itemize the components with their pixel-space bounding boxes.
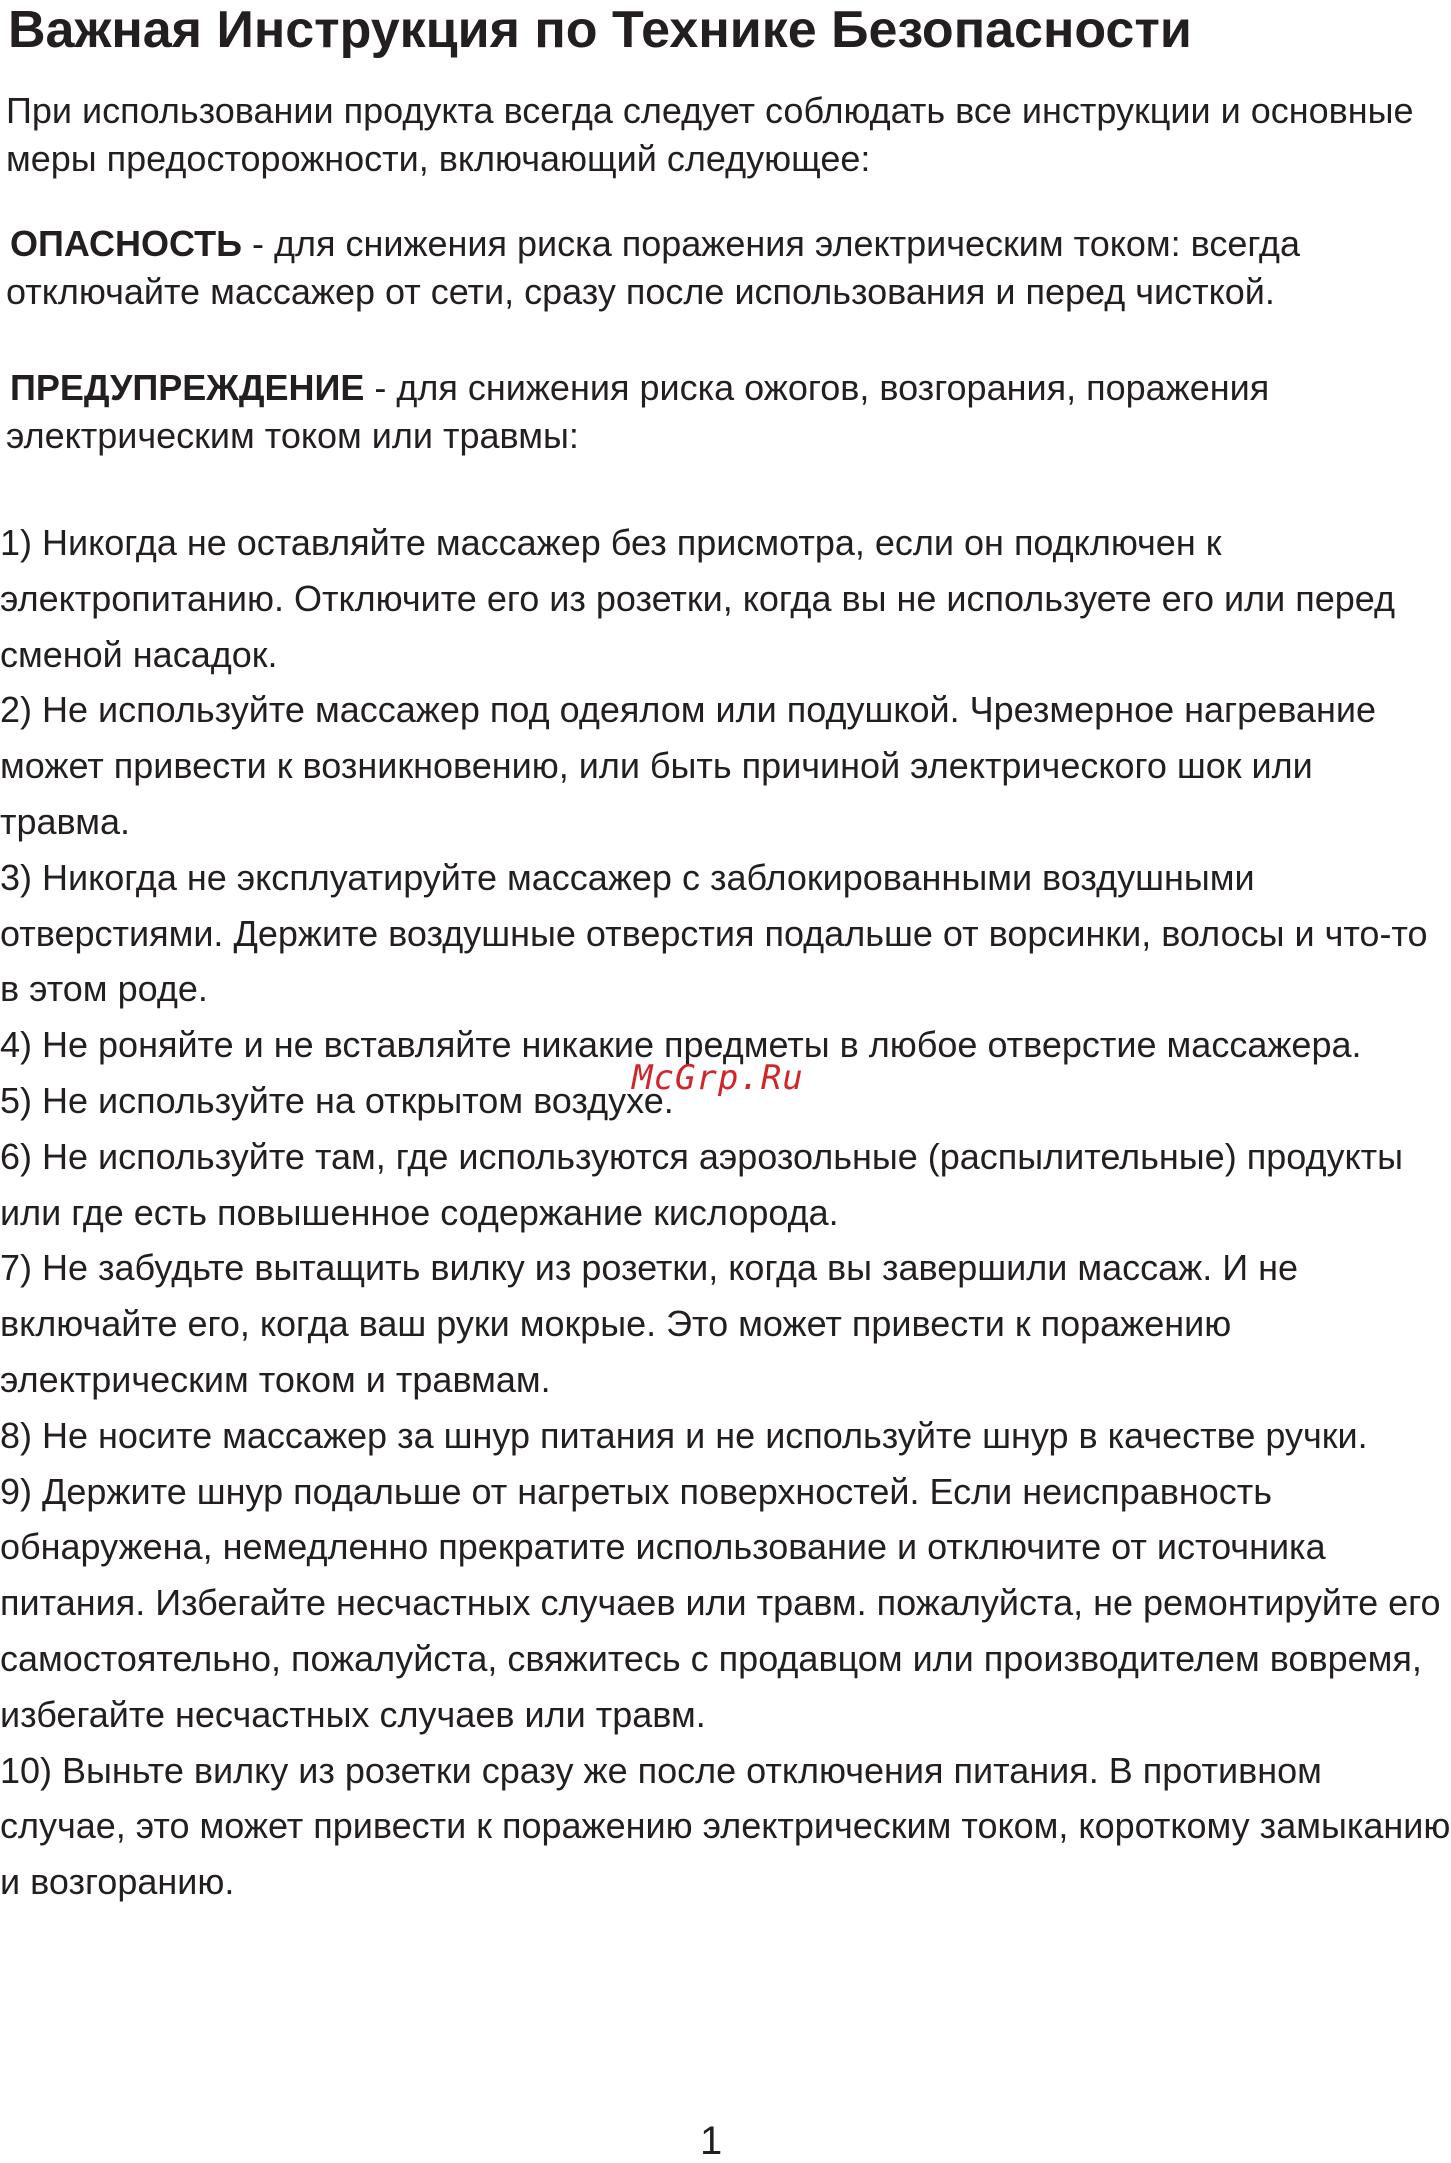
warning-text: - для снижения риска ожогов, возгорания, поражения электрическим током или травмы: [6,367,1270,456]
page-title: Важная Инструкция по Технике Безопасности [8,1,1192,59]
intro-paragraph: При использовании продукта всегда следует соблюдать все инструкции и основные меры предосторожности, включающий следующее: [6,90,1414,179]
safety-rule-1: 1) Никогда не оставляйте массажер без присмотра, если он подключен к электропитанию. Отключите его из розетки, когда вы не используете его или перед сменой насадок. [0,522,1395,675]
safety-rule-7: 7) Не забудьте вытащить вилку из розетки, когда вы завершили массаж. И не включайте его, когда ваш руки мокрые. Это может привести к поражению электрическим током и травмам. [0,1247,1299,1400]
safety-rule-10: 10) Выньте вилку из розетки сразу же после отключения питания. В противном случае, это может привести к поражению электрическим током, короткому замыканию и возгоранию. [0,1749,1451,1903]
page-number: 1 [700,2119,723,2163]
safety-rule-6: 6) Не используйте там, где используются аэрозольные (распылительные) продукты или где есть повышенное содержание кислорода. [0,1135,1403,1233]
safety-rule-5: 5) Не используйте на открытом воздухе. [0,1079,674,1121]
safety-rules-list [0,515,1451,1910]
safety-rule-3: 3) Никогда не эксплуатируйте массажер с заблокированными воздушными отверстиями. Держите воздушные отверстия подальше от ворсинки, волосы и что-то в этом роде. [0,856,1428,1010]
warning-notice [6,364,1441,460]
safety-rule-2: 2) Не используйте массажер под одеялом или подушкой. Чрезмерное нагревание может привести к возникновению, или быть причиной электрического шок или травма. [0,689,1376,842]
danger-term: ОПАСНОСТЬ [10,223,242,264]
danger-text: - для снижения риска поражения электрическим током: всегда отключайте массажер от сети, сразу после использования и перед чисткой. [6,223,1300,312]
warning-term: ПРЕДУПРЕЖДЕНИЕ [10,367,365,408]
safety-rule-8: 8) Не носите массажер за шнур питания и не используйте шнур в качестве ручки. [0,1414,1368,1456]
safety-rule-4: 4) Не роняйте и не вставляйте никакие предметы в любое отверстие массажера. [0,1024,1362,1066]
danger-notice [6,220,1441,316]
watermark: McGrp.Ru [632,1058,804,1098]
safety-rule-9: 9) Держите шнур подальше от нагретых поверхностей. Если неисправность обнаружена, немедленно прекратите использование и отключите от источника питания. Избегайте несчастных случаев или травм. пожалуйста, не ремонтируйте его самостоятельно, пожалуйста, свяжитесь с продавцом или производителем вовремя, избегайте несчастных случаев или травм. [0,1470,1441,1735]
